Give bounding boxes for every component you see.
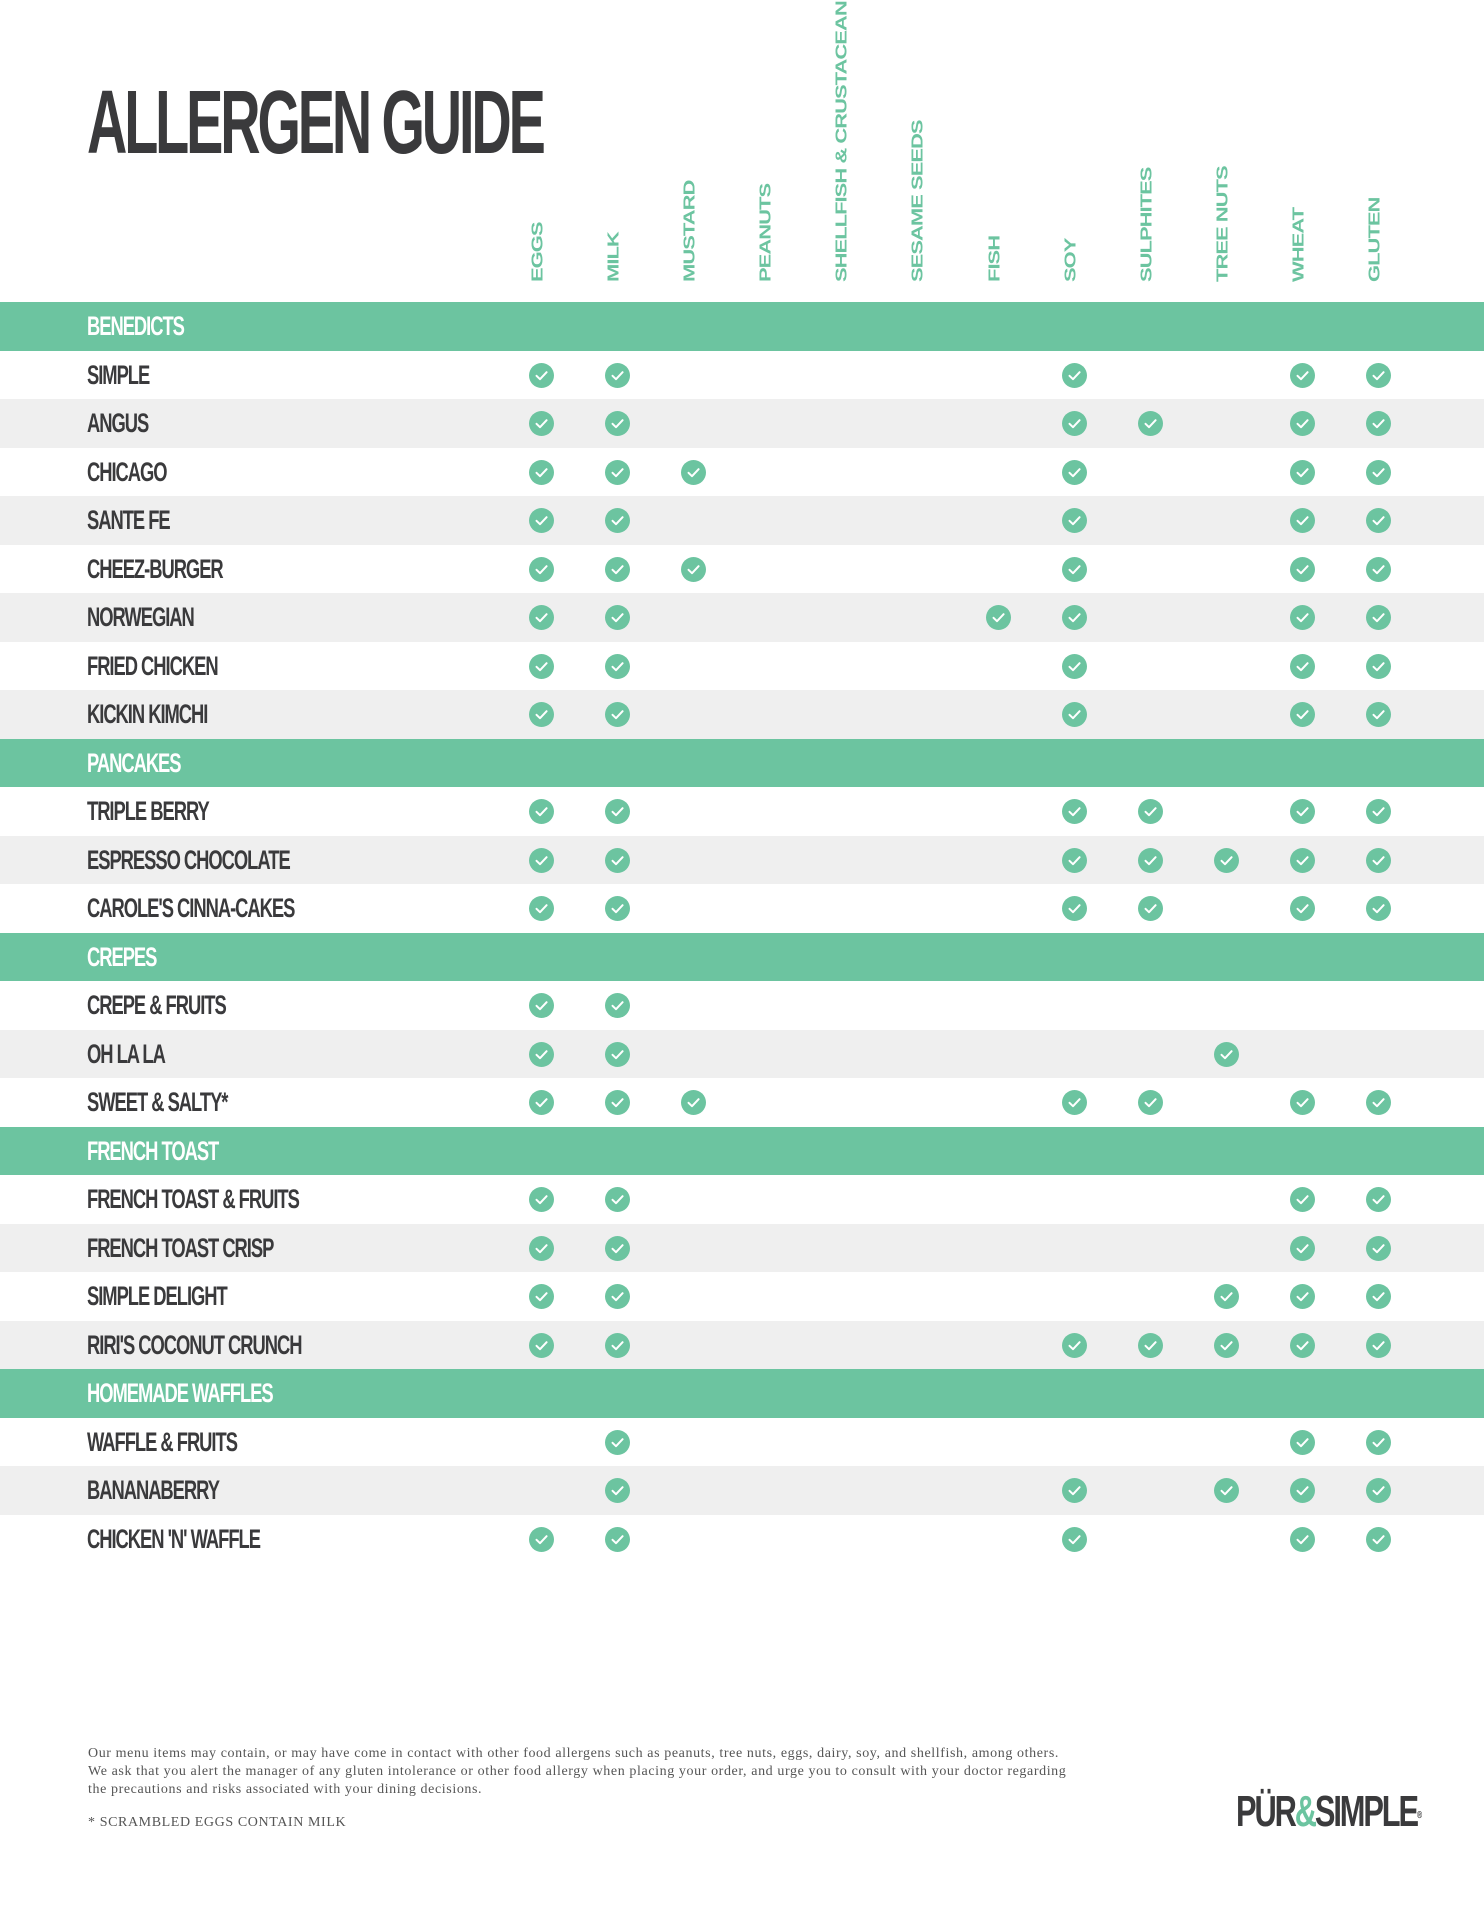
check-circle-icon (605, 799, 630, 824)
table-row (0, 1078, 1484, 1127)
check-circle-icon (1366, 363, 1391, 388)
check-circle-icon (1062, 460, 1087, 485)
check-circle-icon (1290, 1236, 1315, 1261)
check-circle-icon (1366, 460, 1391, 485)
allergen-table (0, 302, 1484, 1563)
menu-item-name: BANANABERRY (87, 1475, 219, 1505)
column-header-eggs (528, 72, 554, 282)
column-header-label: PEANUTS (756, 183, 774, 282)
menu-item-name: SIMPLE (87, 359, 150, 390)
menu-item-name: KICKIN KIMCHI (87, 699, 208, 729)
check-circle-icon (605, 1430, 630, 1455)
check-circle-icon (605, 1236, 630, 1261)
check-circle-icon (1290, 508, 1315, 533)
menu-item-name: CHICKEN 'N' WAFFLE (87, 1523, 260, 1554)
column-header-soy (1061, 72, 1087, 282)
column-header-peanuts (756, 72, 782, 282)
check-circle-icon (1366, 1284, 1391, 1309)
table-row (0, 1418, 1484, 1467)
column-header-sulphites (1137, 72, 1163, 282)
check-circle-icon (1290, 848, 1315, 873)
check-circle-icon (605, 848, 630, 873)
table-row (0, 1515, 1484, 1564)
table-row (0, 1272, 1484, 1321)
check-circle-icon (529, 799, 554, 824)
check-circle-icon (1290, 557, 1315, 582)
check-circle-icon (1290, 702, 1315, 727)
check-circle-icon (529, 1284, 554, 1309)
column-header-label: WHEAT (1289, 207, 1307, 282)
section-title: BENEDICTS (87, 311, 184, 341)
check-circle-icon (605, 605, 630, 630)
check-circle-icon (529, 1090, 554, 1115)
section-header (0, 933, 1484, 982)
check-circle-icon (605, 896, 630, 921)
column-header-label: EGGS (528, 222, 546, 282)
check-circle-icon (1290, 896, 1315, 921)
menu-item-name: CREPE & FRUITS (87, 990, 226, 1020)
check-circle-icon (1366, 1090, 1391, 1115)
check-circle-icon (1138, 799, 1163, 824)
check-circle-icon (529, 508, 554, 533)
check-circle-icon (1290, 1478, 1315, 1503)
footnote: * SCRAMBLED EGGS CONTAIN MILK (88, 1815, 347, 1830)
check-circle-icon (529, 1042, 554, 1067)
check-circle-icon (1366, 508, 1391, 533)
check-circle-icon (1290, 1187, 1315, 1212)
check-circle-icon (1138, 1333, 1163, 1358)
menu-item-name: FRENCH TOAST CRISP (87, 1232, 274, 1263)
check-circle-icon (1366, 557, 1391, 582)
check-circle-icon (1062, 702, 1087, 727)
check-circle-icon (1366, 1430, 1391, 1455)
check-circle-icon (1062, 605, 1087, 630)
column-header-label: FISH (985, 235, 1003, 282)
column-header-sesame-seeds (908, 72, 934, 282)
logo-part-2: SIMPLE (1314, 1787, 1417, 1836)
menu-item-name: CAROLE'S CINNA-CAKES (87, 893, 295, 923)
registered-mark: ® (1416, 1810, 1423, 1821)
check-circle-icon (1290, 654, 1315, 679)
logo-part-1: PÜR (1236, 1787, 1295, 1836)
section-header (0, 1127, 1484, 1176)
check-circle-icon (1290, 1090, 1315, 1115)
section-header (0, 739, 1484, 788)
menu-item-name: CHICAGO (87, 456, 167, 487)
check-circle-icon (1062, 1333, 1087, 1358)
menu-item-name: OH LA LA (87, 1038, 165, 1069)
menu-item-name: NORWEGIAN (87, 602, 194, 632)
check-circle-icon (529, 848, 554, 873)
table-row (0, 593, 1484, 642)
check-circle-icon (1290, 363, 1315, 388)
brand-logo (1236, 1787, 1423, 1836)
section-title: HOMEMADE WAFFLES (87, 1378, 273, 1408)
section-title: FRENCH TOAST (87, 1135, 219, 1166)
check-circle-icon (529, 702, 554, 727)
check-circle-icon (1290, 1527, 1315, 1552)
check-circle-icon (1138, 896, 1163, 921)
check-circle-icon (1062, 896, 1087, 921)
check-circle-icon (681, 460, 706, 485)
column-header-label: SHELLFISH & CRUSTACEAN (832, 1, 850, 282)
check-circle-icon (1214, 1478, 1239, 1503)
check-circle-icon (1062, 1527, 1087, 1552)
check-circle-icon (529, 605, 554, 630)
check-circle-icon (986, 605, 1011, 630)
check-circle-icon (605, 460, 630, 485)
check-circle-icon (529, 411, 554, 436)
table-row (0, 1321, 1484, 1370)
check-circle-icon (605, 363, 630, 388)
check-circle-icon (1366, 1333, 1391, 1358)
column-header-label: MILK (604, 232, 622, 282)
check-circle-icon (1366, 605, 1391, 630)
check-circle-icon (1062, 848, 1087, 873)
check-circle-icon (529, 363, 554, 388)
check-circle-icon (1366, 896, 1391, 921)
column-header-fish (985, 72, 1011, 282)
check-circle-icon (1062, 508, 1087, 533)
table-row (0, 351, 1484, 400)
table-row (0, 1224, 1484, 1273)
check-circle-icon (1214, 848, 1239, 873)
table-row (0, 399, 1484, 448)
disclaimer-text: Our menu items may contain, or may have come in contact with other food allergens such as peanuts, tree nuts, eggs, dairy, soy, and shellfish, among others. We ask that you alert the manager of any gluten intolerance or other food allergy when placing your order, and urge you to consult with your doctor regarding the precautions and risks associated with your dining decisions. (88, 1746, 1067, 1797)
column-header-label: GLUTEN (1365, 197, 1383, 282)
table-row (0, 545, 1484, 594)
check-circle-icon (605, 508, 630, 533)
column-header-label: MUSTARD (680, 180, 698, 282)
check-circle-icon (1290, 460, 1315, 485)
check-circle-icon (605, 1090, 630, 1115)
check-circle-icon (605, 411, 630, 436)
menu-item-name: TRIPLE BERRY (87, 796, 209, 826)
check-circle-icon (1214, 1042, 1239, 1067)
column-header-wheat (1289, 72, 1315, 282)
menu-item-name: RIRI'S COCONUT CRUNCH (87, 1329, 302, 1360)
check-circle-icon (1366, 702, 1391, 727)
check-circle-icon (1290, 1284, 1315, 1309)
table-row (0, 836, 1484, 885)
check-circle-icon (605, 702, 630, 727)
check-circle-icon (529, 1187, 554, 1212)
check-circle-icon (529, 557, 554, 582)
check-circle-icon (605, 1187, 630, 1212)
check-circle-icon (529, 1333, 554, 1358)
check-circle-icon (1290, 799, 1315, 824)
menu-item-name: FRIED CHICKEN (87, 650, 218, 681)
check-circle-icon (529, 460, 554, 485)
check-circle-icon (1366, 1236, 1391, 1261)
table-row (0, 884, 1484, 933)
check-circle-icon (1062, 1478, 1087, 1503)
section-title: CREPES (87, 941, 157, 972)
check-circle-icon (1138, 848, 1163, 873)
check-circle-icon (1062, 654, 1087, 679)
check-circle-icon (1366, 654, 1391, 679)
check-circle-icon (1062, 363, 1087, 388)
menu-item-name: SWEET & SALTY* (87, 1087, 228, 1117)
table-row (0, 981, 1484, 1030)
check-circle-icon (605, 993, 630, 1018)
check-circle-icon (1062, 411, 1087, 436)
check-circle-icon (605, 1478, 630, 1503)
section-title: PANCAKES (87, 747, 181, 778)
check-circle-icon (1290, 1430, 1315, 1455)
column-header-mustard (680, 72, 706, 282)
check-circle-icon (529, 654, 554, 679)
check-circle-icon (1366, 1187, 1391, 1212)
check-circle-icon (1366, 1527, 1391, 1552)
column-header-shellfish-crustacean (832, 1, 858, 282)
check-circle-icon (1366, 799, 1391, 824)
table-row (0, 690, 1484, 739)
check-circle-icon (529, 993, 554, 1018)
column-header-label: SULPHITES (1137, 167, 1155, 282)
check-circle-icon (1138, 411, 1163, 436)
check-circle-icon (1290, 605, 1315, 630)
table-row (0, 1466, 1484, 1515)
check-circle-icon (605, 1527, 630, 1552)
check-circle-icon (681, 557, 706, 582)
check-circle-icon (1062, 1090, 1087, 1115)
check-circle-icon (1366, 411, 1391, 436)
column-header-label: SOY (1061, 238, 1079, 282)
table-row (0, 496, 1484, 545)
menu-item-name: SIMPLE DELIGHT (87, 1281, 227, 1311)
check-circle-icon (605, 1333, 630, 1358)
check-circle-icon (605, 654, 630, 679)
column-header-milk (604, 72, 630, 282)
check-circle-icon (529, 1236, 554, 1261)
check-circle-icon (1366, 1478, 1391, 1503)
table-row (0, 448, 1484, 497)
check-circle-icon (605, 1042, 630, 1067)
check-circle-icon (1214, 1284, 1239, 1309)
table-row (0, 1030, 1484, 1079)
column-header-label: TREE NUTS (1213, 166, 1231, 282)
check-circle-icon (605, 1284, 630, 1309)
menu-item-name: ESPRESSO CHOCOLATE (87, 844, 290, 875)
menu-item-name: FRENCH TOAST & FRUITS (87, 1184, 299, 1214)
section-header (0, 1369, 1484, 1418)
check-circle-icon (1366, 848, 1391, 873)
section-header (0, 302, 1484, 351)
check-circle-icon (681, 1090, 706, 1115)
menu-item-name: CHEEZ-BURGER (87, 553, 223, 584)
column-header-gluten (1365, 72, 1391, 282)
check-circle-icon (529, 1527, 554, 1552)
page-title: ALLERGEN GUIDE (87, 73, 543, 173)
column-header-label: SESAME SEEDS (908, 120, 926, 282)
table-row (0, 787, 1484, 836)
check-circle-icon (1290, 1333, 1315, 1358)
check-circle-icon (1062, 557, 1087, 582)
menu-item-name: SANTE FE (87, 505, 170, 535)
check-circle-icon (529, 896, 554, 921)
logo-ampersand: & (1294, 1787, 1315, 1836)
table-row (0, 1175, 1484, 1224)
check-circle-icon (1290, 411, 1315, 436)
menu-item-name: ANGUS (87, 408, 149, 438)
menu-item-name: WAFFLE & FRUITS (87, 1426, 237, 1457)
table-row (0, 642, 1484, 691)
check-circle-icon (1138, 1090, 1163, 1115)
check-circle-icon (1214, 1333, 1239, 1358)
check-circle-icon (1062, 799, 1087, 824)
column-header-tree-nuts (1213, 72, 1239, 282)
check-circle-icon (605, 557, 630, 582)
